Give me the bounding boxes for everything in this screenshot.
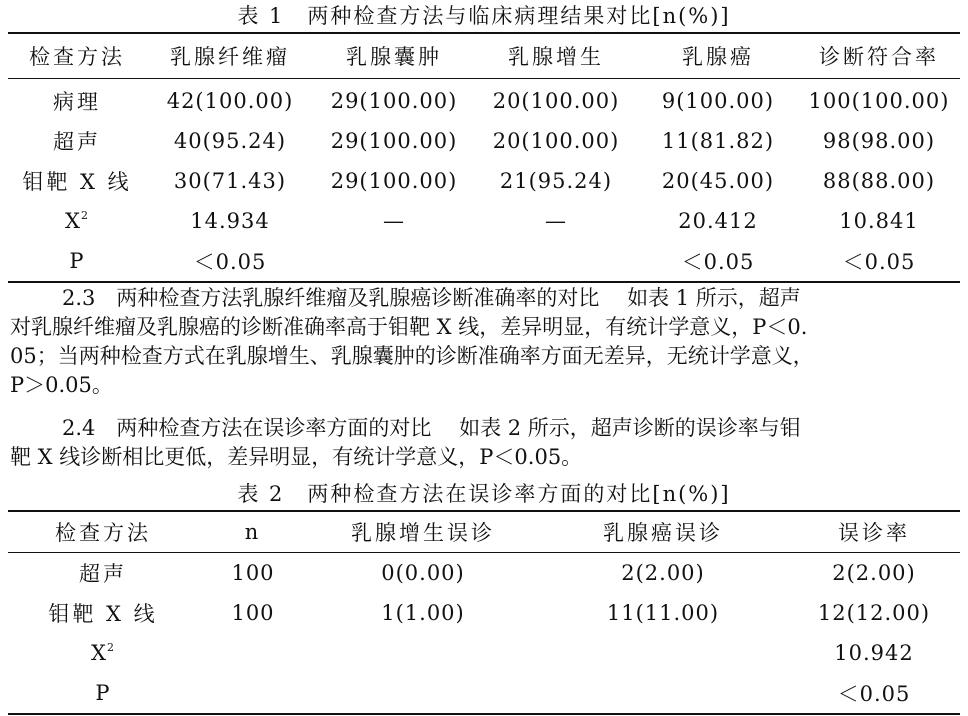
paragraph-line xyxy=(10,414,962,443)
row-label: 钼靶 X 线 xyxy=(48,602,158,626)
paragraph-line: P＞0.05。 xyxy=(10,373,113,397)
table2-header-cell: 乳腺癌误诊 xyxy=(538,511,788,553)
table-cell: 12(12.00) xyxy=(817,601,931,625)
table-cell: 2(2.00) xyxy=(832,561,916,585)
table1-header-cell: 乳腺纤维瘤 xyxy=(146,33,314,79)
table2-caption: 表 2 两种检查方法在误诊率方面的对比[n(%)] xyxy=(237,482,731,506)
paragraph-text: 如表 1 所示，超声 xyxy=(627,286,801,310)
table-row xyxy=(8,79,960,122)
table1-header-row xyxy=(8,33,960,79)
table-row xyxy=(8,673,960,714)
table2 xyxy=(8,510,960,715)
table1-header-cell: 乳腺增生 xyxy=(474,33,638,79)
table-row xyxy=(8,553,960,594)
chi-symbol: X xyxy=(65,209,81,233)
table-row xyxy=(8,241,960,282)
paragraph-text: 如表 2 所示，超声诊断的误诊率与钼 xyxy=(459,416,801,440)
table-cell: 10.841 xyxy=(839,209,919,233)
table-row xyxy=(8,201,960,241)
row-label: P xyxy=(69,249,85,273)
table-cell: 10.942 xyxy=(834,641,914,665)
table1-caption: 表 1 两种检查方法与临床病理结果对比[n(%)] xyxy=(237,4,731,28)
row-label xyxy=(8,633,198,673)
table-cell: 29(100.00) xyxy=(330,89,458,113)
table1-header-cell: 乳腺癌 xyxy=(638,33,798,79)
table-cell: 9(100.00) xyxy=(661,89,775,113)
table-cell xyxy=(314,241,474,282)
table-cell: 14.934 xyxy=(190,209,270,233)
table-row xyxy=(8,121,960,161)
table-cell: 30(71.43) xyxy=(173,169,287,193)
chi-symbol: X xyxy=(91,641,107,665)
paragraph-line: 05；当两种检查方式在乳腺增生、乳腺囊肿的诊断准确率方面无差异，无统计学意义， xyxy=(10,344,814,368)
row-label: 超声 xyxy=(53,130,101,154)
table1-header-cell: 乳腺囊肿 xyxy=(314,33,474,79)
table-cell: 100 xyxy=(231,561,275,585)
table-cell: 2(2.00) xyxy=(621,561,705,585)
table-row xyxy=(8,633,960,673)
table-cell: ＜0.05 xyxy=(681,250,755,274)
table-row xyxy=(8,161,960,201)
table-cell xyxy=(538,633,788,673)
table1-header-cell: 诊断符合率 xyxy=(798,33,960,79)
row-label: 钼靶 X 线 xyxy=(22,170,132,194)
paragraph-line: 靶 X 线诊断相比更低，差异明显，有统计学意义，P＜0.05。 xyxy=(10,445,583,469)
table-cell: 29(100.00) xyxy=(330,129,458,153)
table-cell: 29(100.00) xyxy=(330,169,458,193)
table-cell: 98(98.00) xyxy=(822,129,936,153)
table-cell: — xyxy=(545,209,567,233)
table-cell: 100(100.00) xyxy=(808,89,950,113)
table-cell: 42(100.00) xyxy=(166,89,294,113)
table-cell: 40(95.24) xyxy=(173,129,287,153)
row-label: 超声 xyxy=(79,562,127,586)
table-cell: 20.412 xyxy=(678,209,758,233)
table-cell: 0(0.00) xyxy=(381,561,465,585)
table-cell: 20(45.00) xyxy=(661,169,775,193)
table-cell xyxy=(198,633,308,673)
table-cell: 88(88.00) xyxy=(822,169,936,193)
chi-superscript: 2 xyxy=(106,641,115,654)
row-label: P xyxy=(95,681,111,705)
table-row xyxy=(8,593,960,633)
paragraph-2-4 xyxy=(10,414,962,472)
paragraph-2-3 xyxy=(10,284,962,400)
section-heading: 两种检查方法在误诊率方面的对比 xyxy=(116,416,432,440)
table-cell xyxy=(308,633,538,673)
row-label: 病理 xyxy=(53,90,101,114)
table-cell: ＜0.05 xyxy=(193,250,267,274)
table-cell: 100 xyxy=(231,601,275,625)
table-cell: ＜0.05 xyxy=(837,682,911,706)
table-cell xyxy=(308,673,538,714)
table-cell: 21(95.24) xyxy=(499,169,613,193)
table1-header-cell: 检查方法 xyxy=(8,33,146,79)
section-number: 2.4 xyxy=(62,416,96,440)
paragraph-line xyxy=(10,284,962,313)
paragraph-line: 对乳腺纤维瘤及乳腺癌的诊断准确率高于钼靶 X 线，差异明显，有统计学意义，P＜0. xyxy=(10,315,808,339)
table-cell xyxy=(538,673,788,714)
table-cell xyxy=(474,241,638,282)
table2-header-cell: 乳腺增生误诊 xyxy=(308,511,538,553)
section-heading: 两种检查方法乳腺纤维瘤及乳腺癌诊断准确率的对比 xyxy=(116,286,600,310)
table1 xyxy=(8,32,960,283)
row-label xyxy=(8,201,146,241)
table-cell: 11(11.00) xyxy=(606,601,720,625)
table-cell: ＜0.05 xyxy=(842,250,916,274)
table-cell xyxy=(198,673,308,714)
table2-header-cell: 误诊率 xyxy=(788,511,960,553)
table-cell: 20(100.00) xyxy=(492,89,620,113)
chi-superscript: 2 xyxy=(80,209,89,222)
table2-header-cell: 检查方法 xyxy=(8,511,198,553)
section-number: 2.3 xyxy=(62,286,96,310)
table-cell: 11(81.82) xyxy=(661,129,775,153)
table2-header-cell: n xyxy=(198,511,308,553)
table-cell: — xyxy=(383,209,405,233)
table-cell: 20(100.00) xyxy=(492,129,620,153)
table2-header-row xyxy=(8,511,960,553)
table-cell: 1(1.00) xyxy=(381,601,465,625)
